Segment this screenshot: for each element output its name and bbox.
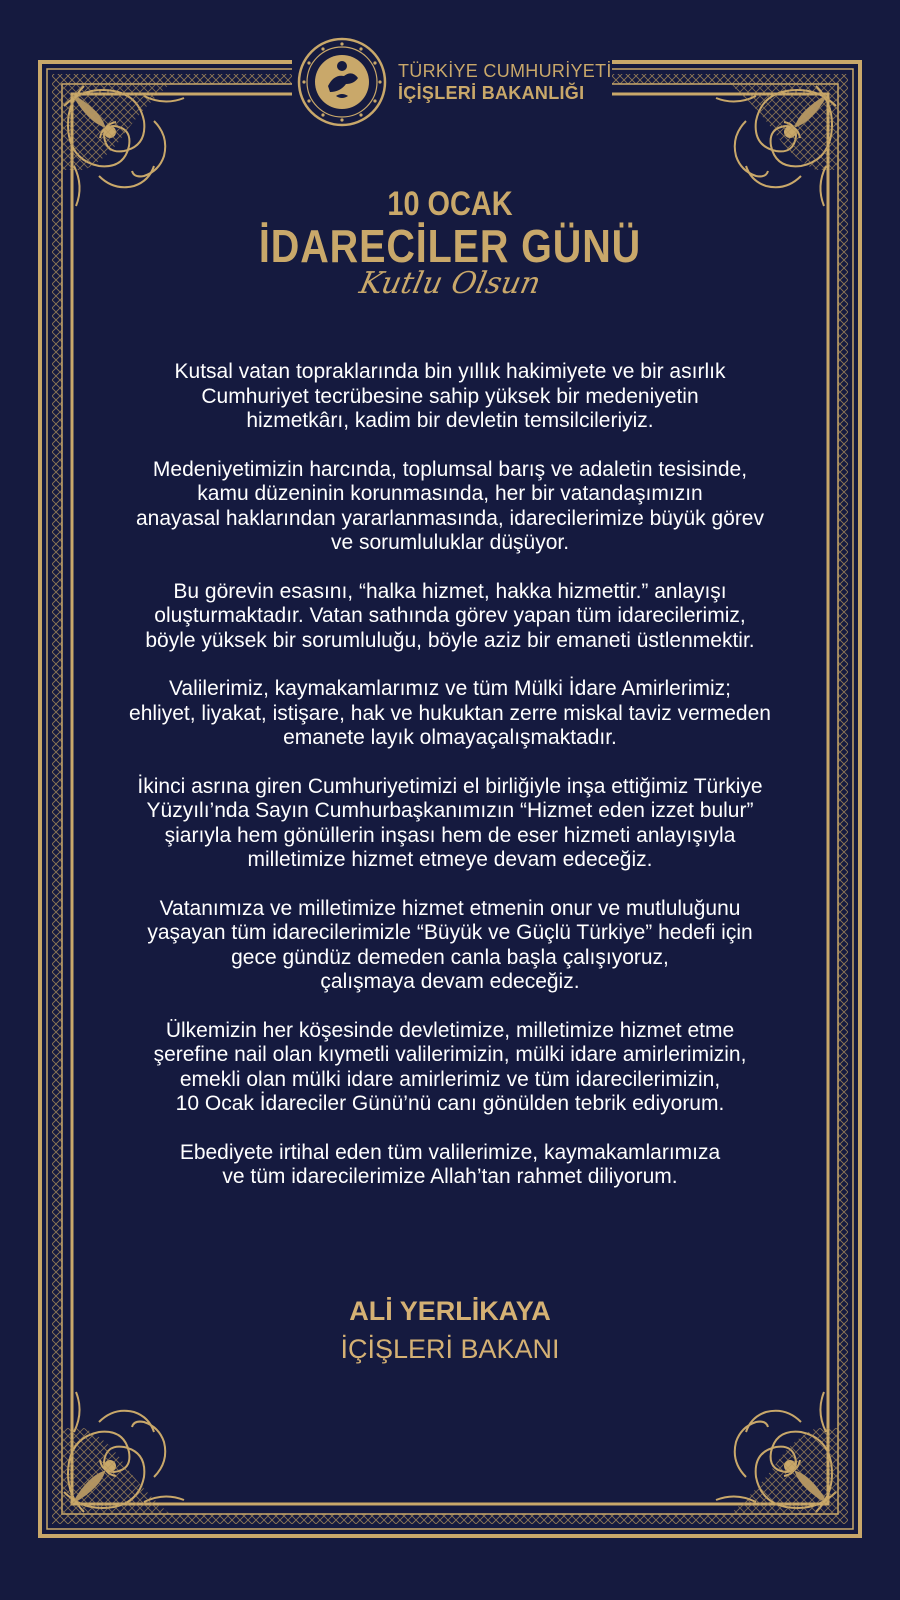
title-script: Kutlu Olsun — [356, 266, 544, 301]
message-line: hizmetkârı, kadim bir devletin temsilcileriyiz. — [246, 409, 654, 432]
message-paragraph — [95, 677, 805, 751]
ministry-name — [398, 60, 612, 104]
message-line: emanete layık olmayaçalışmaktadır. — [283, 726, 617, 749]
signature-block — [0, 1294, 900, 1366]
message-line: Medeniyetimizin harcında, toplumsal barış ve adaletin tesisinde, — [152, 457, 748, 481]
message-line: şiarıyla hem gönüllerin inşası hem de eser hizmeti anlayışıyla — [164, 823, 736, 847]
message-line: ehliyet, liyakat, istişare, hak ve hukuktan zerre miskal taviz vermeden — [129, 701, 771, 725]
message-paragraph — [95, 775, 805, 873]
message-line: Bu görevin esasını, “halka hizmet, hakka hizmettir.” anlayışı — [173, 579, 727, 603]
ministry-header — [292, 36, 612, 128]
ministry-seal-icon — [296, 36, 388, 128]
message-line: ve tüm idarecilerimize Allah’tan rahmet diliyorum. — [222, 1165, 678, 1188]
message-paragraph — [95, 360, 805, 434]
title-date: 10 OCAK — [387, 185, 513, 223]
message-line: böyle yüksek bir sorumluluğu, böyle aziz bir emaneti üstlenmektir. — [145, 628, 755, 652]
message-paragraph — [95, 1141, 805, 1190]
title-main: İDARECİLER GÜNÜ — [258, 220, 642, 272]
signature-name: ALİ YERLİKAYA — [349, 1296, 551, 1326]
message-line: ve sorumluluklar düşüyor. — [330, 531, 570, 554]
message-line: Kutsal vatan topraklarında bin yıllık hakimiyete ve bir asırlık — [174, 360, 726, 383]
message-line: Vatanımıza ve milletimize hizmet etmenin onur ve mutluluğunu — [159, 896, 741, 920]
message-line: anayasal haklarından yararlanmasında, idarecilerimize büyük görev — [135, 506, 764, 530]
message-line: 10 Ocak İdareciler Günü’nü canı gönülden tebrik ediyorum. — [175, 1092, 725, 1115]
message-line: yaşayan tüm idarecilerimizle “Büyük ve Güçlü Türkiye” hedefi için — [147, 921, 753, 944]
message-line: çalışmaya devam edeceğiz. — [320, 970, 580, 993]
message-paragraph — [95, 580, 805, 654]
message-line: Cumhuriyet tecrübesine sahip yüksek bir medeniyetin — [201, 384, 699, 408]
message-line: emekli olan mülki idare amirlerimiz ve tüm idarecilerimizin, — [179, 1067, 721, 1091]
message-line: milletimize hizmet etmeye devam edeceğiz. — [247, 848, 653, 871]
ministry-name-line1: TÜRKİYE CUMHURİYETİ — [398, 61, 612, 81]
message-line: kamu düzeninin korunmasında, her bir vatandaşımızın — [197, 482, 703, 505]
message-line: Ülkemizin her köşesinde devletimize, milletimize hizmet etme — [165, 1018, 735, 1042]
message-line: Yüzyılı’nda Sayın Cumhurbaşkanımızın “Hizmet eden izzet bulur” — [146, 799, 754, 822]
message-line: gece gündüz demeden canla başla çalışıyoruz, — [231, 945, 669, 969]
message-line: Ebediyete irtihal eden tüm valilerimize, kaymakamlarımıza — [179, 1140, 721, 1164]
title-block — [0, 186, 900, 300]
message-line: oluşturmaktadır. Vatan sathında görev yapan tüm idarecilerimiz, — [154, 604, 746, 627]
signature-title: İÇİŞLERİ BAKANI — [340, 1334, 560, 1364]
message-body — [95, 360, 805, 1214]
message-line: Valilerimiz, kaymakamlarımız ve tüm Mülki İdare Amirlerimiz; — [168, 677, 732, 700]
message-paragraph — [95, 897, 805, 995]
message-line: İkinci asrına giren Cumhuriyetimizi el birliğiyle inşa ettiğimiz Türkiye — [137, 774, 763, 798]
message-paragraph — [95, 458, 805, 556]
message-line: şerefine nail olan kıymetli valilerimizin, mülki idare amirlerimizin, — [153, 1043, 747, 1066]
message-paragraph — [95, 1019, 805, 1117]
ministry-name-line2: İÇİŞLERİ BAKANLIĞI — [398, 83, 585, 103]
